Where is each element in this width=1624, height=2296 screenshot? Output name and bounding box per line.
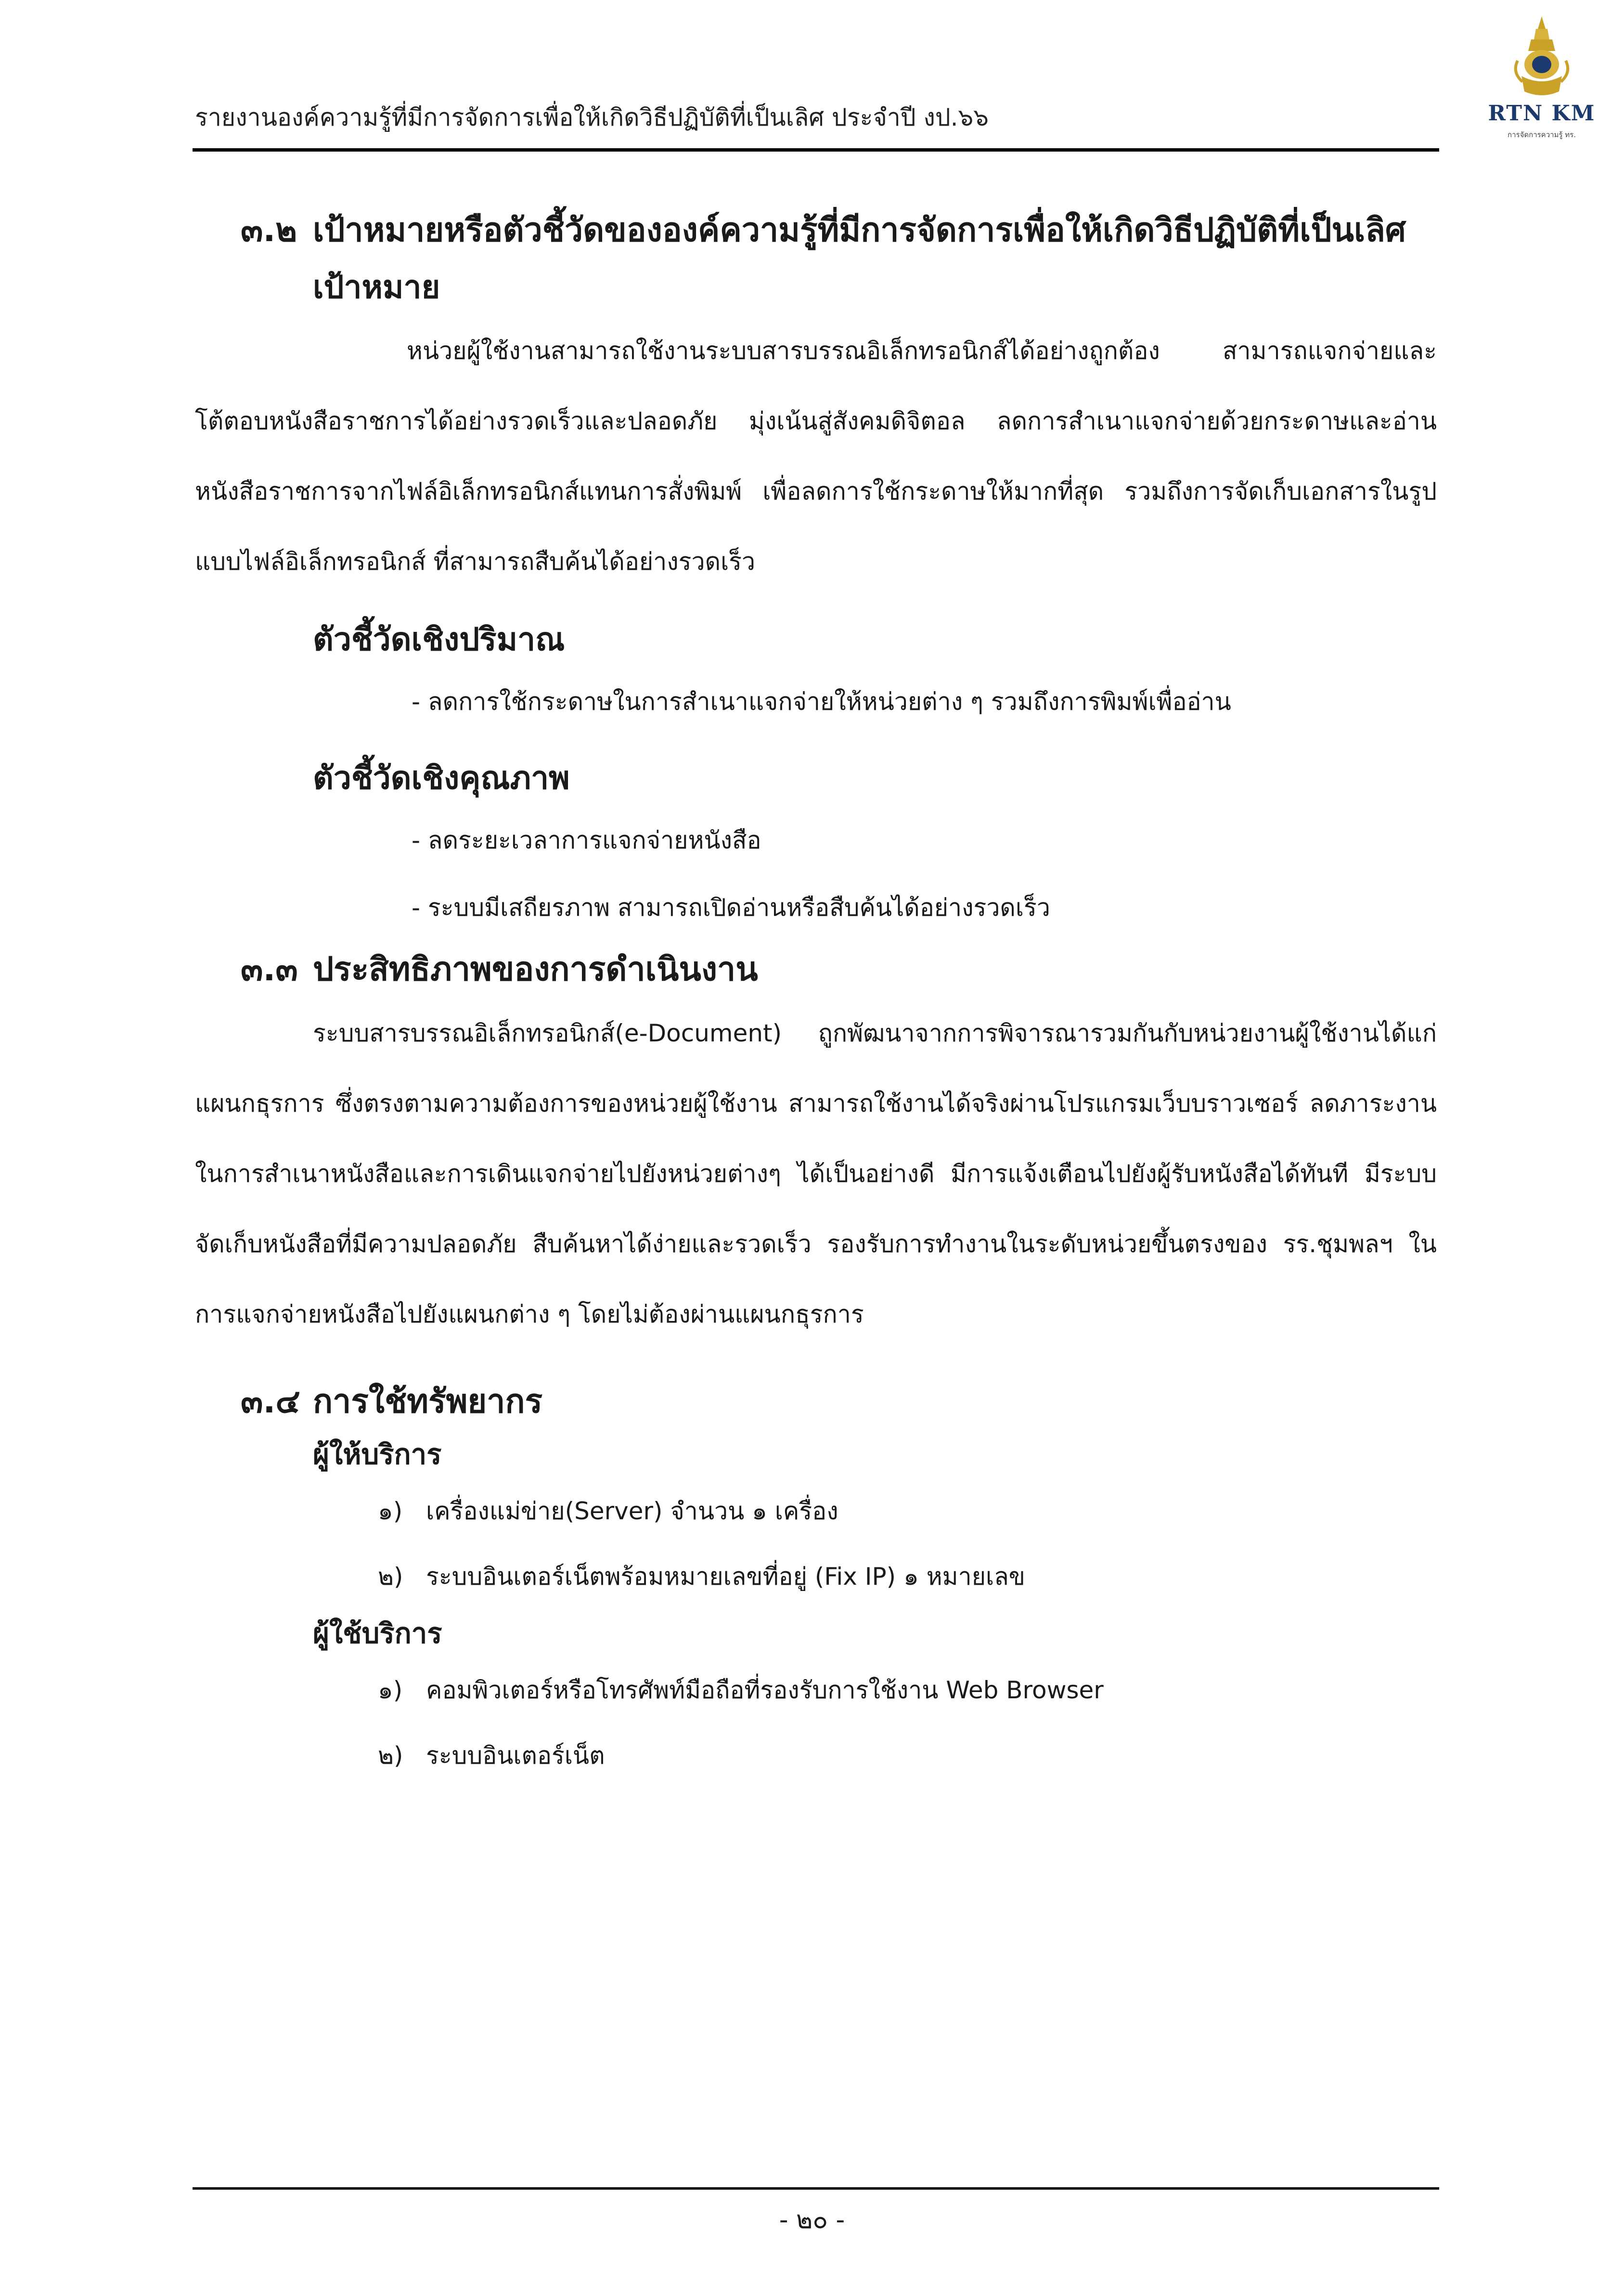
goal-heading: เป้าหมาย [313, 269, 440, 306]
section-title: เป้าหมายหรือตัวชี้วัดขององค์ความรู้ที่มีการจัดการเพื่อให้เกิดวิธีปฏิบัติที่เป็นเลิศ [313, 211, 1406, 249]
item-text: เครื่องแม่ข่าย(Server) จำนวน ๑ เครื่อง [426, 1497, 838, 1525]
efficiency-paragraph: ระบบสารบรรณอิเล็กทรอนิกส์(e-Document) ถูกพัฒนาจากการพิจารณารวมกันกับหน่วยงานผู้ใช้งานได้แก่ แผนกธุรการ ซึ่งตรงตามความต้องการของหน่วยผู้ใช้งาน สามารถใช้งานได้จริงผ่านโปรแกรมเว็บบราวเซอร์ ลดภาระงานในการสำเนาหนังสือและการเดินแจกจ่ายไปยังหน่วยต่างๆ ได้เป็นอย่างดี มีการแจ้งเตือนไปยังผู้รับหนังสือได้ทันที มีระบบจัดเก็บหนังสือที่มีความปลอดภัย สืบค้นหาได้ง่ายและรวดเร็ว รองรับการทำงานในระดับหน่วยขึ้นตรงของ รร.ชุมพลฯ ในการแจกจ่ายหนังสือไปยังแผนกต่าง ๆ โดยไม่ต้องผ่านแผนกธุรการ [195, 1019, 1437, 1328]
section-3-4-heading [195, 1373, 1437, 1430]
goal-paragraph: หน่วยผู้ใช้งานสามารถใช้งานระบบสารบรรณอิเล็กทรอนิกส์ได้อย่างถูกต้อง สามารถแจกจ่ายและโต้ตอบหนังสือราชการได้อย่างรวดเร็วและปลอดภัย มุ่งเน้นสู่สังคมดิจิตอล ลดการสำเนาแจกจ่ายด้วยกระดาษและอ่านหนังสือราชการจากไฟล์อิเล็กทรอนิกส์แทนการสั่งพิมพ์ เพื่อลดการใช้กระดาษให้มากที่สุด รวมถึงการจัดเก็บเอกสารในรูปแบบไฟล์อิเล็กทรอนิกส์ ที่สามารถสืบค้นได้อย่างรวดเร็ว [195, 337, 1437, 576]
page-number: - ๒๐ - [779, 2206, 845, 2234]
section-3-3-heading [195, 941, 1437, 998]
user-item [378, 1657, 1437, 1723]
section-number: ๓.๒ [241, 211, 297, 249]
header-rule [193, 148, 1439, 152]
section-number: ๓.๔ [241, 1383, 300, 1421]
section-3-2-heading [195, 202, 1437, 259]
royal-emblem-icon [1508, 14, 1575, 101]
user-item [378, 1723, 1437, 1788]
document-body [195, 202, 1437, 1788]
logo-subtext: การจัดการความรู้ ทร. [1508, 130, 1576, 139]
item-text: ระบบอินเตอร์เน็ต [426, 1742, 605, 1770]
qualitative-item: - ลดระยะเวลาการแจกจ่ายหนังสือ [412, 826, 761, 854]
footer-rule [193, 2187, 1439, 2190]
user-heading: ผู้ใช้บริการ [313, 1617, 442, 1650]
provider-heading: ผู้ให้บริการ [313, 1438, 442, 1471]
qualitative-heading: ตัวชี้วัดเชิงคุณภาพ [313, 759, 570, 796]
page-header-title: รายงานองค์ความรู้ที่มีการจัดการเพื่อให้เกิดวิธีปฏิบัติที่เป็นเลิศ ประจำปี งป.๖๖ [195, 103, 989, 131]
item-number: ๑) [378, 1497, 403, 1525]
quantitative-heading: ตัวชี้วัดเชิงปริมาณ [313, 621, 565, 658]
rtn-km-logo [1482, 14, 1602, 140]
provider-item [378, 1478, 1437, 1544]
provider-item [378, 1544, 1437, 1609]
item-text: คอมพิวเตอร์หรือโทรศัพท์มือถือที่รองรับการใช้งาน Web Browser [426, 1676, 1104, 1704]
logo-text: RTN KM [1488, 101, 1596, 126]
item-number: ๑) [378, 1676, 403, 1704]
qualitative-item: - ระบบมีเสถียรภาพ สามารถเปิดอ่านหรือสืบค้นได้อย่างรวดเร็ว [412, 894, 1050, 922]
item-text: ระบบอินเตอร์เน็ตพร้อมหมายเลขที่อยู่ (Fix IP) ๑ หมายเลข [426, 1563, 1025, 1591]
item-number: ๒) [378, 1742, 403, 1770]
section-title: การใช้ทรัพยากร [313, 1383, 543, 1421]
section-title: ประสิทธิภาพของการดำเนินงาน [313, 950, 758, 988]
item-number: ๒) [378, 1563, 403, 1591]
quantitative-item: - ลดการใช้กระดาษในการสำเนาแจกจ่ายให้หน่วยต่าง ๆ รวมถึงการพิมพ์เพื่ออ่าน [412, 688, 1231, 716]
section-number: ๓.๓ [241, 950, 298, 988]
